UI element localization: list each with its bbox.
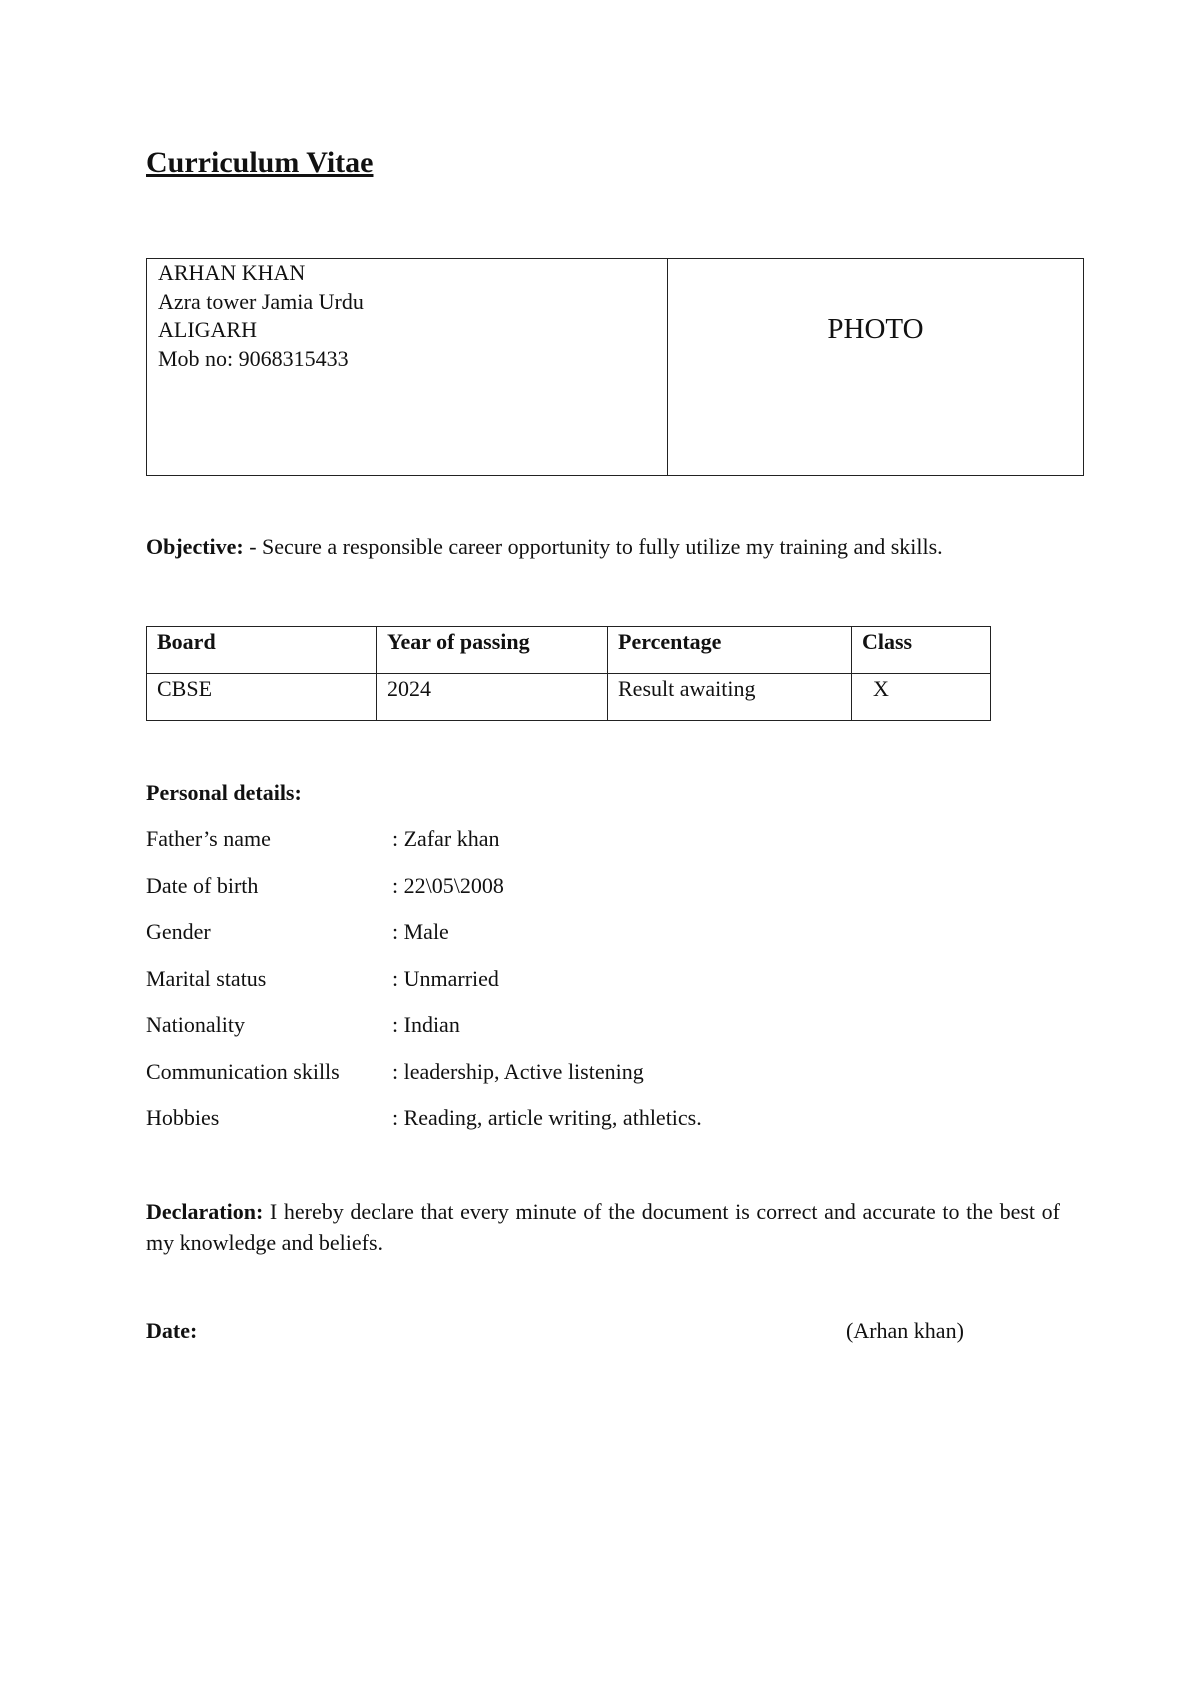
detail-row-nationality: [146, 1012, 702, 1059]
detail-value: : Unmarried: [392, 965, 499, 991]
contact-cell: [147, 259, 668, 475]
cell-board: CBSE: [147, 674, 377, 721]
personal-details-list: [146, 826, 702, 1152]
cell-year: 2024: [377, 674, 608, 721]
date-label: Date:: [146, 1318, 198, 1343]
declaration-label: Declaration:: [146, 1199, 264, 1224]
declaration-section: [146, 1196, 1060, 1258]
detail-value: : Indian: [392, 1012, 460, 1037]
signature: (Arhan khan): [846, 1318, 964, 1343]
detail-row-hobbies: [146, 1105, 702, 1152]
detail-label: Hobbies: [146, 1105, 220, 1130]
contact-name: ARHAN KHAN: [158, 260, 306, 285]
detail-label: Communication skills: [146, 1058, 340, 1084]
photo-placeholder: [668, 259, 1083, 475]
detail-value: : Zafar khan: [392, 826, 500, 851]
detail-value: : leadership, Active listening: [392, 1058, 644, 1084]
table-row: [147, 674, 991, 721]
detail-label: Marital status: [146, 965, 267, 991]
education-table: [146, 626, 991, 721]
detail-value: : Male: [392, 919, 449, 944]
contact-header-box: [146, 258, 1084, 476]
detail-value: : 22\05\2008: [392, 872, 504, 898]
header-year: Year of passing: [377, 627, 608, 674]
detail-label: Gender: [146, 919, 211, 944]
header-class: Class: [852, 627, 991, 674]
declaration-text: I hereby declare that every minute of the document is correct and accurate to the best of my knowledge and beliefs.: [146, 1199, 1060, 1255]
detail-row-marital-status: [146, 966, 702, 1013]
contact-address: Azra tower Jamia Urdu: [158, 288, 364, 314]
cell-class: [852, 674, 991, 721]
detail-row-dob: [146, 873, 702, 920]
page-title: Curriculum Vitae: [146, 146, 374, 179]
table-header-row: [147, 627, 991, 674]
photo-label: PHOTO: [827, 313, 924, 345]
header-percentage: Percentage: [608, 627, 852, 674]
personal-details-title: Personal details:: [146, 780, 302, 805]
contact-city: ALIGARH: [158, 317, 257, 342]
cell-class-value: X: [873, 676, 889, 701]
objective-text: - Secure a responsible career opportunity to fully utilize my training and skills.: [243, 534, 943, 559]
contact-mobile: Mob no: 9068315433: [158, 345, 349, 371]
detail-row-communication-skills: [146, 1059, 702, 1106]
detail-label: Father’s name: [146, 826, 271, 851]
objective-section: [146, 534, 943, 560]
detail-label: Date of birth: [146, 872, 259, 898]
objective-label: Objective:: [146, 534, 244, 559]
detail-row-gender: [146, 919, 702, 966]
detail-label: Nationality: [146, 1012, 245, 1037]
detail-value: : Reading, article writing, athletics.: [392, 1105, 702, 1130]
header-board: Board: [147, 627, 377, 674]
cell-percentage: Result awaiting: [608, 674, 852, 721]
detail-row-father: [146, 826, 702, 873]
